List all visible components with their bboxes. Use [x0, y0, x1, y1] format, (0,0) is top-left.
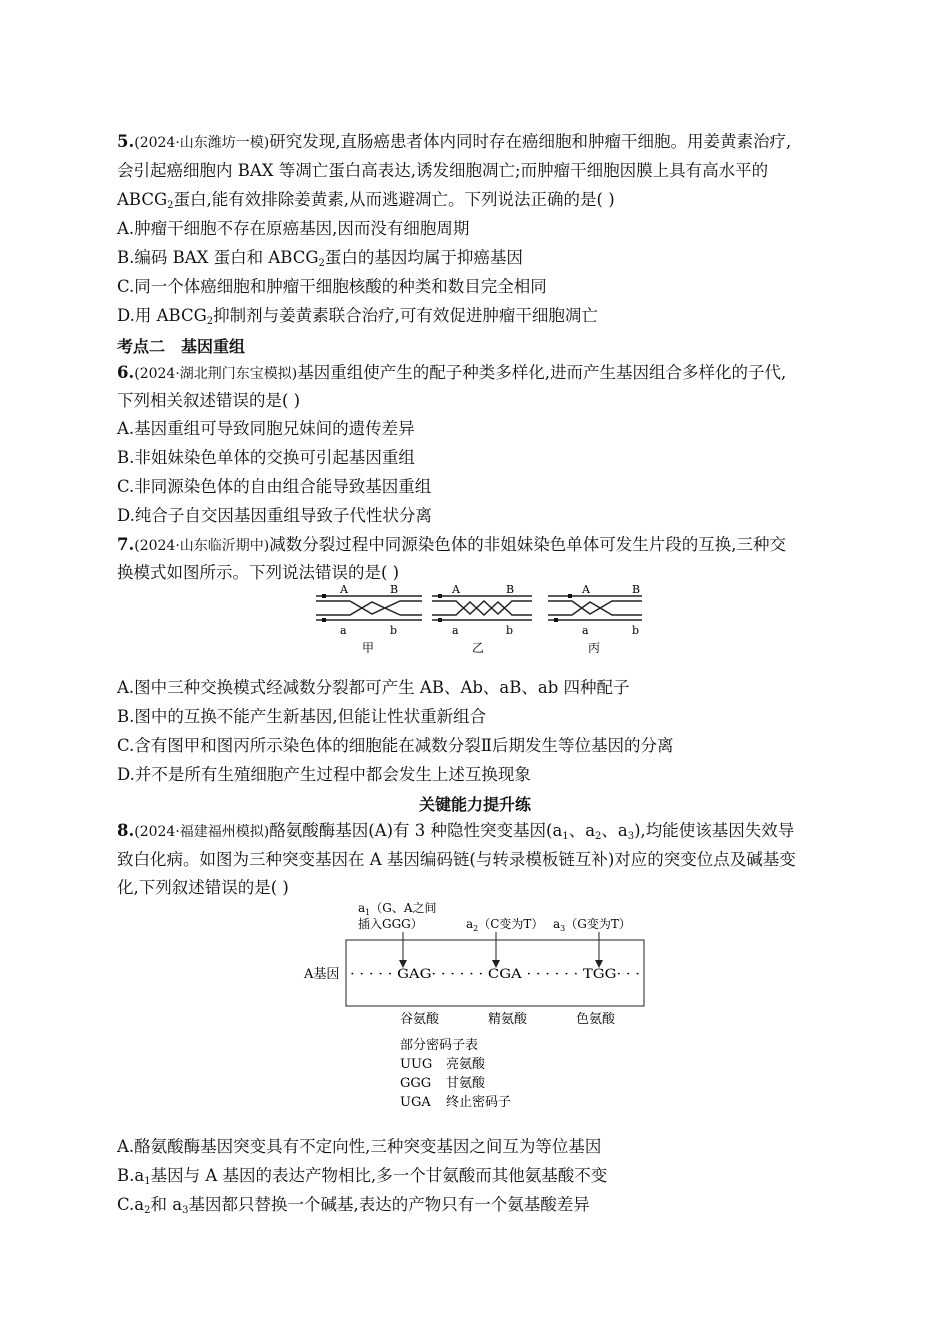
codon-row-3-codon: UGA — [400, 1095, 431, 1110]
codon-row-2-meaning: 甘氨酸 — [446, 1076, 486, 1091]
q5-text-3b: 蛋白,能有效排除姜黄素,从而逃避凋亡。下列说法正确的是( ) — [173, 190, 615, 209]
q7-source: (2024·山东临沂期中) — [134, 538, 270, 554]
q5-line-2 — [117, 160, 768, 182]
q6-line-2 — [117, 390, 300, 412]
a1-note: 插入GGG） — [358, 917, 423, 931]
q8-line-1 — [117, 820, 794, 848]
q8-text-1d: ),均能使该基因失效导 — [634, 821, 795, 840]
gene-label-b-bing: b — [632, 624, 640, 637]
q5-option-b — [117, 247, 523, 275]
q8-sub-1: 1 — [562, 831, 569, 842]
q5-option-d-text-1: D.用 ABCG — [117, 306, 207, 325]
q8-option-c-text-1: C.a — [117, 1195, 145, 1214]
q5-option-b-text-1: B.编码 BAX 蛋白和 ABCG — [117, 248, 319, 267]
codon-row-1-meaning: 亮氨酸 — [446, 1057, 486, 1072]
q7-text-1: 减数分裂过程中同源染色体的非姐妹染色单体可发生片段的互换,三种交 — [269, 535, 786, 554]
q7-option-d — [117, 764, 531, 786]
codon-table-title: 部分密码子表 — [400, 1038, 479, 1053]
q7-line-1 — [117, 534, 786, 557]
q8-option-a-text: A.酪氨酸酶基因突变具有不定向性,三种突变基因之间互为等位基因 — [117, 1137, 602, 1156]
q7-option-b-text: B.图中的互换不能产生新基因,但能让性状重新组合 — [117, 707, 487, 726]
gene-label-A-yi: A — [452, 584, 460, 596]
gene-label-b-yi: b — [506, 624, 514, 637]
panel-jia — [316, 584, 422, 655]
codon-row-1-codon: UUG — [400, 1057, 433, 1072]
crossover-figure — [310, 584, 650, 664]
q8-text-1b: 、a — [568, 821, 596, 840]
q5-number: 5. — [117, 132, 135, 151]
q7-option-a — [117, 677, 630, 699]
gene-label-b-jia: b — [390, 624, 398, 637]
q5-option-b-text-2: 蛋白的基因均属于抑癌基因 — [324, 248, 523, 267]
q7-line-2 — [117, 562, 399, 584]
q8-line-3 — [117, 877, 289, 899]
section-title: 关键能力提升练 — [418, 795, 531, 814]
q5-option-d — [117, 305, 598, 333]
q7-option-d-text: D.并不是所有生殖细胞产生过程中都会发生上述互换现象 — [117, 765, 531, 784]
q8-text-1a: 酪氨酸酶基因(A)有 3 种隐性突变基因(a — [269, 821, 563, 840]
q5-text-1: 研究发现,直肠癌患者体内同时存在癌细胞和肿瘤干细胞。用姜黄素治疗, — [269, 132, 792, 151]
q8-option-c-text-3: 基因都只替换一个碱基,表达的产物只有一个氨基酸差异 — [188, 1195, 590, 1214]
q5-option-b-sub: 2 — [318, 258, 325, 269]
q6-option-a-text: A.基因重组可导致同胞兄妹间的遗传差异 — [117, 419, 415, 438]
q6-option-a — [117, 418, 415, 440]
q8-option-c-sub-1: 2 — [144, 1205, 151, 1216]
gene-label-B-jia: B — [390, 584, 399, 596]
mutation-figure-svg — [300, 898, 660, 1114]
q8-option-b-text-2: 基因与 A 基因的表达产物相比,多一个甘氨酸而其他氨基酸不变 — [150, 1166, 608, 1185]
kaodian-2-heading: 考点二 基因重组 — [117, 337, 246, 356]
q8-source: (2024·福建福州模拟) — [134, 824, 270, 840]
q6-text-2: 下列相关叙述错误的是( ) — [117, 391, 301, 410]
gene-sequence: · · · · · GAG· · · · · · CGA · · · · · · TGG· · · — [350, 967, 640, 982]
q7-option-b — [117, 706, 486, 728]
q6-source: (2024·湖北荆门东宝模拟) — [134, 366, 298, 382]
q6-number: 6. — [117, 363, 135, 382]
panel-label-bing: 丙 — [588, 641, 601, 655]
q8-text-1c: 、a — [601, 821, 628, 840]
mutation-figure — [300, 898, 660, 1118]
q7-text-2: 换模式如图所示。下列说法错误的是( ) — [117, 563, 400, 582]
codon-row-3-meaning: 终止密码子 — [446, 1095, 512, 1110]
q8-number: 8. — [117, 821, 135, 840]
gene-label-A-jia: A — [340, 584, 348, 596]
q6-line-1 — [117, 362, 786, 385]
codon-row-2-codon: GGG — [400, 1076, 432, 1091]
q6-option-d-text: D.纯合子自交因基因重组导致子代性状分离 — [117, 506, 432, 525]
a1-label: $a_1(G$、A之间 — [358, 901, 437, 917]
a3-label: $a_3(G$变为T） — [553, 917, 631, 933]
q8-option-c-text-2: 和 a — [150, 1195, 183, 1214]
q8-line-2 — [117, 849, 796, 871]
gene-label-a-yi: a — [452, 624, 459, 637]
amino-acid-glu: 谷氨酸 — [400, 1012, 440, 1027]
gene-label-a-jia: a — [340, 624, 347, 637]
q5-option-a — [117, 218, 469, 240]
panel-bing — [548, 584, 642, 655]
q5-option-c — [117, 276, 547, 298]
a2-label: $a_2(C$变为T） — [466, 917, 544, 933]
q8-text-2: 致白化病。如图为三种突变基因在 A 基因编码链(与转录模板链互补)对应的突变位点及碱基变 — [117, 850, 796, 869]
q5-option-c-text: C.同一个体癌细胞和肿瘤干细胞核酸的种类和数目完全相同 — [117, 277, 547, 296]
q6-option-b-text: B.非姐妹染色单体的交换可引起基因重组 — [117, 448, 415, 467]
q8-sub-2: 2 — [595, 831, 602, 842]
q5-line-3 — [117, 189, 615, 217]
q5-line-1 — [117, 131, 791, 154]
panel-label-jia: 甲 — [362, 641, 375, 655]
q7-option-c — [117, 735, 674, 757]
q7-number: 7. — [117, 535, 135, 554]
q6-option-c — [117, 476, 431, 498]
gene-label-a-bing: a — [582, 624, 589, 637]
gene-label-B-yi: B — [506, 584, 515, 596]
q5-source: (2024·山东潍坊一模) — [134, 135, 270, 151]
q6-option-c-text: C.非同源染色体的自由组合能导致基因重组 — [117, 477, 432, 496]
q8-option-c — [117, 1194, 590, 1222]
crossover-figure-svg — [310, 584, 650, 660]
q7-option-c-text: C.含有图甲和图丙所示染色体的细胞能在减数分裂Ⅱ后期发生等位基因的分离 — [117, 736, 674, 755]
q5-text-3-sub: 2 — [167, 200, 174, 211]
amino-acid-arg: 精氨酸 — [488, 1012, 528, 1027]
q5-option-d-sub: 2 — [206, 316, 214, 327]
amino-acid-trp: 色氨酸 — [576, 1012, 616, 1027]
q5-text-3a: ABCG — [117, 190, 168, 209]
gene-a-label: A基因 — [304, 967, 340, 982]
q8-option-c-sub-2: 3 — [182, 1205, 189, 1216]
q5-text-2: 会引起癌细胞内 BAX 等凋亡蛋白高表达,诱发细胞凋亡;而肿瘤干细胞因膜上具有高水平的 — [117, 161, 769, 180]
q5-option-a-text: A.肿瘤干细胞不存在原癌基因,因而没有细胞周期 — [117, 219, 470, 238]
q6-text-1: 基因重组使产生的配子种类多样化,进而产生基因组合多样化的子代, — [297, 363, 787, 382]
q7-option-a-text: A.图中三种交换模式经减数分裂都可产生 AB、Ab、aB、ab 四种配子 — [117, 678, 630, 697]
q5-option-d-text-2: 抑制剂与姜黄素联合治疗,可有效促进肿瘤干细胞凋亡 — [213, 306, 598, 325]
q8-text-3: 化,下列叙述错误的是( ) — [117, 878, 289, 897]
q8-option-a — [117, 1136, 601, 1158]
q8-sub-3: 3 — [627, 831, 635, 842]
panel-label-yi: 乙 — [472, 641, 485, 655]
q6-option-d — [117, 505, 432, 527]
q8-option-b-text-1: B.a — [117, 1166, 145, 1185]
panel-yi — [432, 584, 532, 655]
gene-label-B-bing: B — [632, 584, 641, 596]
q8-option-b-sub: 1 — [144, 1176, 151, 1187]
q6-option-b — [117, 447, 415, 469]
gene-label-A-bing: A — [582, 584, 590, 596]
q8-option-b — [117, 1165, 607, 1193]
